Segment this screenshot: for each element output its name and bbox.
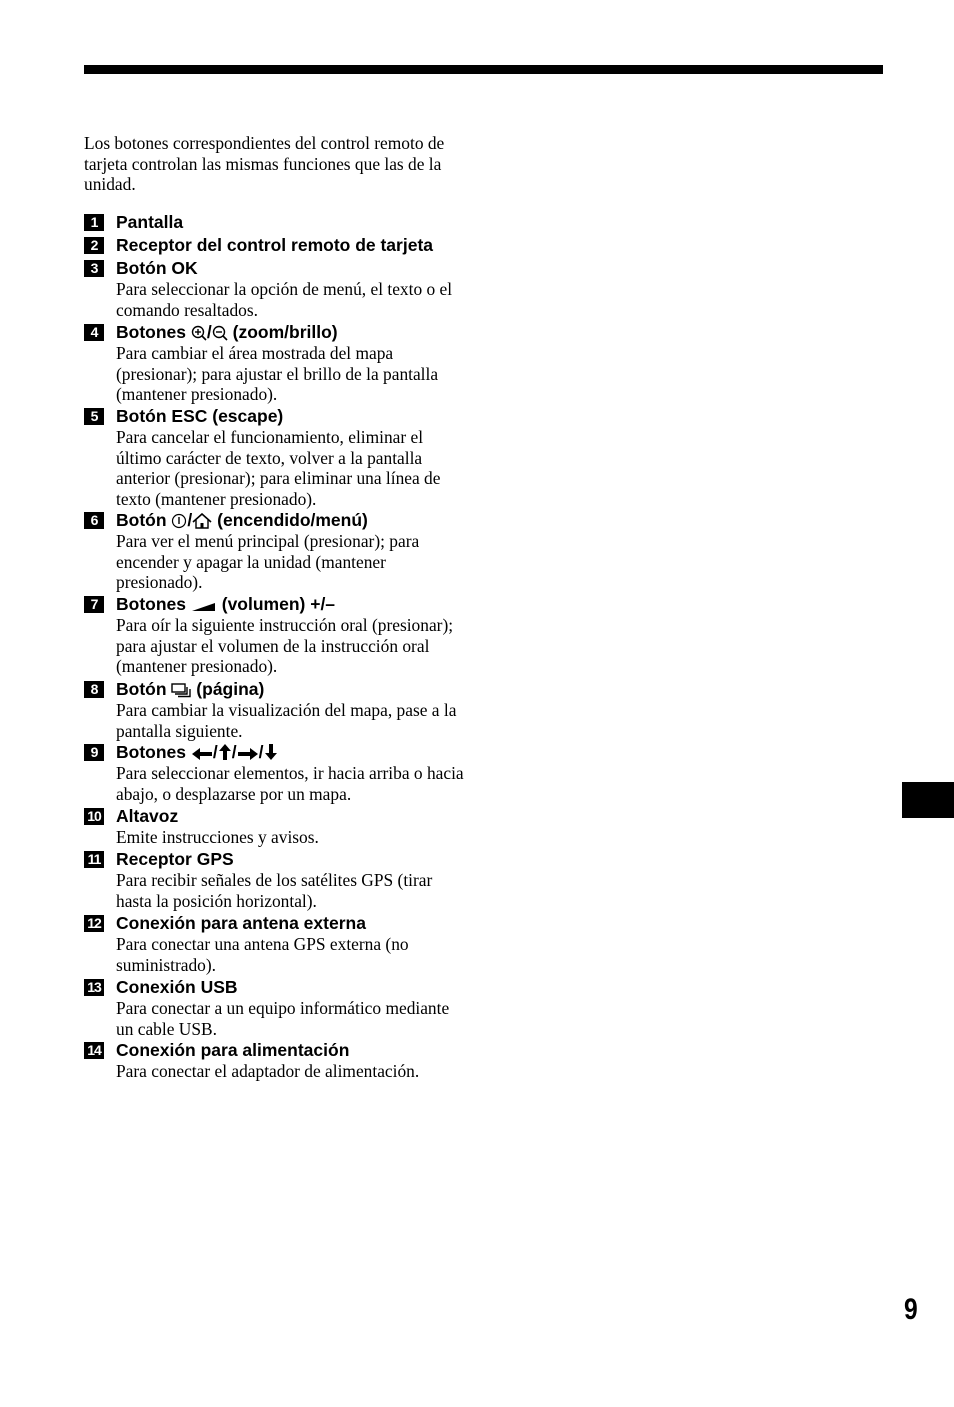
item-number-badge: 14 <box>84 1042 104 1059</box>
list-item <box>84 848 469 911</box>
zoom-out-icon <box>212 325 228 341</box>
volume-icon <box>191 599 217 613</box>
item-title-prefix: Botón <box>116 510 167 530</box>
arrow-left-icon <box>191 747 213 761</box>
item-title: Conexión para alimentación <box>116 1040 350 1060</box>
item-number-badge: 3 <box>84 260 104 277</box>
item-title: Botón ESC (escape) <box>116 406 284 426</box>
item-title: Altavoz <box>116 806 179 826</box>
item-title: Botón OK <box>116 258 198 278</box>
item-number-badge: 12 <box>84 915 104 932</box>
item-title <box>116 593 469 616</box>
item-number-badge: 13 <box>84 979 104 996</box>
item-number-badge: 11 <box>84 851 104 868</box>
item-description: Para seleccionar la opción de menú, el texto o el comando resaltados. <box>116 279 453 320</box>
list-item <box>84 976 469 1039</box>
list-item <box>84 509 469 593</box>
list-item <box>84 211 469 234</box>
item-number-badge: 4 <box>84 324 104 341</box>
item-number-badge: 1 <box>84 214 104 231</box>
list-item <box>84 912 469 975</box>
item-number-badge: 5 <box>84 408 104 425</box>
item-number-badge: 10 <box>84 808 104 825</box>
arrow-up-icon <box>218 743 232 761</box>
arrow-right-icon <box>237 747 259 761</box>
item-description: Para conectar una antena GPS externa (no suministrado). <box>116 934 409 975</box>
item-description: Para cambiar el área mostrada del mapa (presionar); para ajustar el brillo de la pantalla (mantener presionado). <box>116 343 439 405</box>
item-title: Botón / (encendido/menú) <box>116 510 368 530</box>
arrow-down-icon <box>264 743 278 761</box>
intro-paragraph: Los botones correspondientes del control remoto de tarjeta controlan las mismas funciones que las de la unidad. <box>84 133 445 195</box>
item-title <box>116 678 469 701</box>
list-item <box>84 1039 469 1082</box>
item-description: Para cancelar el funcionamiento, eliminar el último carácter de texto, volver a la pantalla anterior (presionar); para eliminar una línea de texto (mantener presionado). <box>116 427 441 509</box>
item-number-badge: 6 <box>84 512 104 529</box>
section-tab-marker <box>902 782 954 818</box>
item-number-badge: 8 <box>84 681 104 698</box>
item-description: Para conectar el adaptador de alimentación. <box>116 1061 420 1081</box>
item-description: Para oír la siguiente instrucción oral (presionar); para ajustar el volumen de la instrucción oral (mantener presionado). <box>116 615 454 677</box>
page-number: 9 <box>904 1293 918 1326</box>
item-title: Conexión para antena externa <box>116 913 366 933</box>
item-title-suffix: (volumen) +/– <box>221 594 336 614</box>
item-title-prefix: Botones <box>116 322 186 342</box>
list-item <box>84 234 469 257</box>
item-title: Botones / (zoom/brillo) <box>116 322 338 342</box>
header-rule <box>84 65 883 74</box>
item-title: Pantalla <box>116 212 184 232</box>
item-title: Conexión USB <box>116 977 238 997</box>
item-title: Receptor del control remoto de tarjeta <box>116 235 434 255</box>
item-description: Para recibir señales de los satélites GPS (tirar hasta la posición horizontal). <box>116 870 433 911</box>
list-item <box>84 321 469 405</box>
item-number-badge: 2 <box>84 237 104 254</box>
power-icon <box>171 513 187 529</box>
item-title-suffix: (zoom/brillo) <box>232 322 338 342</box>
item-title: Receptor GPS <box>116 849 234 869</box>
page-icon <box>171 682 191 698</box>
item-title-prefix: Botones <box>116 742 186 762</box>
item-description: Para cambiar la visualización del mapa, pase a la pantalla siguiente. <box>116 700 457 741</box>
item-description: Para seleccionar elementos, ir hacia arriba o hacia abajo, o desplazarse por un mapa. <box>116 763 464 804</box>
item-description: Emite instrucciones y avisos. <box>116 827 319 847</box>
home-menu-icon <box>192 513 212 529</box>
item-title-suffix: (encendido/menú) <box>217 510 368 530</box>
item-number-badge: 9 <box>84 744 104 761</box>
list-item <box>84 405 469 509</box>
item-title-prefix: Botones <box>116 594 186 614</box>
item-title: Botones / / / <box>116 741 469 764</box>
item-title-prefix: Botón <box>116 679 167 699</box>
list-item <box>84 741 469 804</box>
item-description: Para ver el menú principal (presionar); para encender y apagar la unidad (mantener presionado). <box>116 531 420 593</box>
item-title-suffix: (página) <box>196 679 265 699</box>
list-item <box>84 257 469 320</box>
zoom-in-icon <box>191 325 207 341</box>
list-item <box>84 593 469 677</box>
item-number-badge: 7 <box>84 596 104 613</box>
list-item <box>84 678 469 741</box>
item-description: Para conectar a un equipo informático mediante un cable USB. <box>116 998 450 1039</box>
list-item <box>84 805 469 848</box>
